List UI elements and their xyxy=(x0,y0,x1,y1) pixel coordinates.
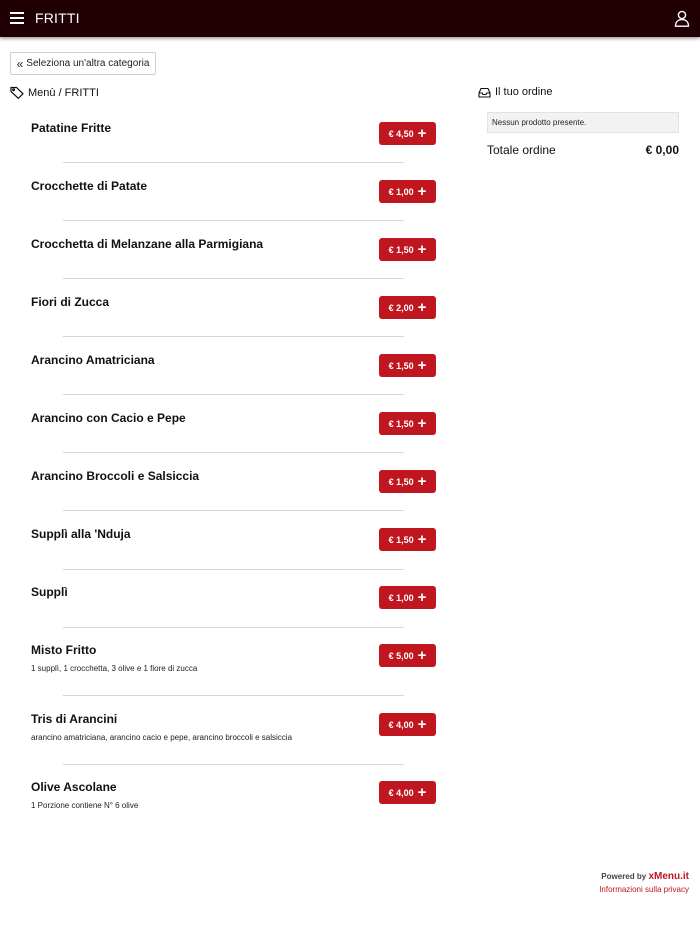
menu-item-name: Crocchette di Patate xyxy=(31,179,148,193)
price-label: € 1,50 xyxy=(388,360,414,371)
price-label: € 4,00 xyxy=(388,787,414,798)
inbox-icon xyxy=(478,87,491,98)
price-label: € 5,00 xyxy=(388,650,414,661)
menu-item-name: Patatine Fritte xyxy=(31,121,112,135)
order-title: Il tuo ordine xyxy=(495,86,553,98)
menu-item xyxy=(31,585,436,606)
add-to-order-button[interactable] xyxy=(379,354,436,377)
separator xyxy=(63,510,404,511)
price-label: € 1,00 xyxy=(388,186,414,197)
menu-item-name: Supplì xyxy=(31,585,68,599)
add-to-order-button[interactable] xyxy=(379,412,436,435)
menu-item-description: arancino amatriciana, arancino cacio e pepe, arancino broccoli e salsiccia xyxy=(31,733,293,742)
separator xyxy=(63,452,404,453)
plus-icon: + xyxy=(417,299,427,316)
plus-icon: + xyxy=(417,531,427,548)
breadcrumb xyxy=(10,86,99,99)
separator xyxy=(63,627,404,628)
menu-item xyxy=(31,411,436,432)
add-to-order-button[interactable] xyxy=(379,644,436,667)
plus-icon: + xyxy=(417,183,427,200)
plus-icon: + xyxy=(417,716,427,733)
order-total-value: € 0,00 xyxy=(645,143,679,157)
menu-item-name: Supplì alla 'Nduja xyxy=(31,527,131,541)
tag-icon xyxy=(10,86,25,99)
add-to-order-button[interactable] xyxy=(379,296,436,319)
menu-item-description: 1 supplì, 1 crocchetta, 3 olive e 1 fiore di zucca xyxy=(31,664,198,673)
chevron-double-left-icon: « xyxy=(16,56,24,71)
menu-item-name: Misto Fritto xyxy=(31,643,97,657)
plus-icon: + xyxy=(417,415,427,432)
separator xyxy=(63,162,404,163)
separator xyxy=(63,278,404,279)
breadcrumb-text: Menù / FRITTI xyxy=(28,86,99,99)
hamburger-icon[interactable] xyxy=(10,12,24,24)
order-total-label: Totale ordine xyxy=(487,143,556,157)
price-label: € 1,50 xyxy=(388,244,414,255)
powered-by xyxy=(601,871,689,882)
menu-item xyxy=(31,712,436,742)
plus-icon: + xyxy=(417,589,427,606)
price-label: € 1,00 xyxy=(388,592,414,603)
add-to-order-button[interactable] xyxy=(379,122,436,145)
price-label: € 1,50 xyxy=(388,476,414,487)
menu-item xyxy=(31,527,436,548)
price-label: € 4,50 xyxy=(388,128,414,139)
separator xyxy=(63,336,404,337)
price-label: € 1,50 xyxy=(388,534,414,545)
menu-item xyxy=(31,643,436,673)
privacy-link[interactable]: Informazioni sulla privacy xyxy=(599,885,689,894)
separator xyxy=(63,569,404,570)
menu-item xyxy=(31,237,436,258)
menu-item-name: Arancino Amatriciana xyxy=(31,353,155,367)
plus-icon: + xyxy=(417,473,427,490)
separator xyxy=(63,764,404,765)
menu-item xyxy=(31,121,436,142)
add-to-order-button[interactable] xyxy=(379,586,436,609)
add-to-order-button[interactable] xyxy=(379,470,436,493)
plus-icon: + xyxy=(417,125,427,142)
menu-item-name: Olive Ascolane xyxy=(31,780,117,794)
separator xyxy=(63,394,404,395)
user-icon[interactable] xyxy=(674,10,690,27)
select-category-label: Seleziona un'altra categoria xyxy=(26,58,150,69)
menu-item xyxy=(31,179,436,200)
add-to-order-button[interactable] xyxy=(379,781,436,804)
menu-item xyxy=(31,295,436,316)
menu-item-name: Crocchetta di Melanzane alla Parmigiana xyxy=(31,237,264,251)
menu-item-description: 1 Porzione contiene N° 6 olive xyxy=(31,801,139,810)
page-title: FRITTI xyxy=(35,10,80,26)
order-header xyxy=(478,86,552,98)
empty-order-notice: Nessun prodotto presente. xyxy=(487,112,679,133)
menu-item xyxy=(31,353,436,374)
separator xyxy=(63,220,404,221)
price-label: € 1,50 xyxy=(388,418,414,429)
menu-item xyxy=(31,469,436,490)
add-to-order-button[interactable] xyxy=(379,528,436,551)
add-to-order-button[interactable] xyxy=(379,713,436,736)
menu-item-name: Arancino con Cacio e Pepe xyxy=(31,411,186,425)
plus-icon: + xyxy=(417,357,427,374)
plus-icon: + xyxy=(417,241,427,258)
plus-icon: + xyxy=(417,784,427,801)
brand-link[interactable]: xMenu.it xyxy=(648,871,689,882)
select-category-button[interactable] xyxy=(10,52,156,75)
top-bar xyxy=(0,0,700,37)
plus-icon: + xyxy=(417,647,427,664)
powered-by-label: Powered by xyxy=(601,872,647,881)
price-label: € 4,00 xyxy=(388,719,414,730)
menu-item-name: Tris di Arancini xyxy=(31,712,118,726)
separator xyxy=(63,695,404,696)
menu-item-name: Arancino Broccoli e Salsiccia xyxy=(31,469,200,483)
add-to-order-button[interactable] xyxy=(379,180,436,203)
menu-item xyxy=(31,780,436,810)
add-to-order-button[interactable] xyxy=(379,238,436,261)
menu-item-name: Fiori di Zucca xyxy=(31,295,110,309)
price-label: € 2,00 xyxy=(388,302,414,313)
